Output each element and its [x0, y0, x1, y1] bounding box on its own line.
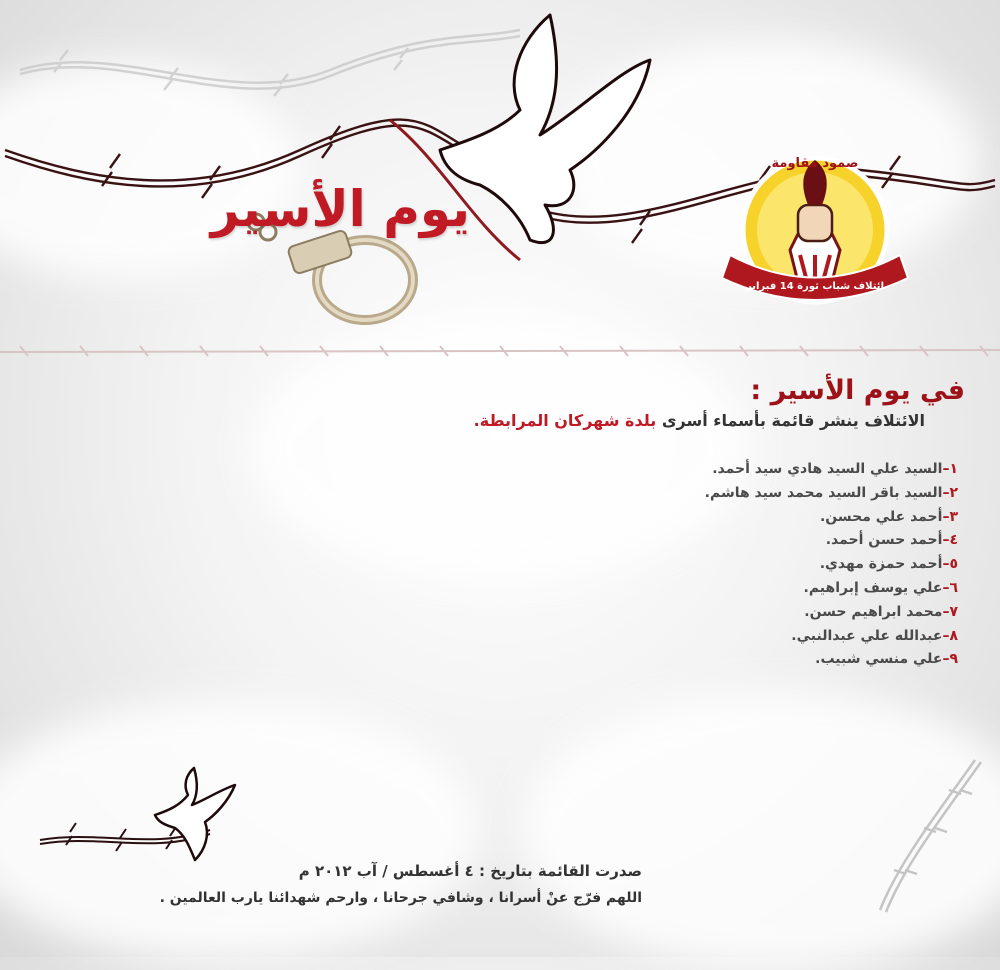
- list-item-number: ٧–: [942, 603, 958, 620]
- barbed-wire-icon: [880, 760, 981, 912]
- list-item: [705, 553, 958, 577]
- list-item-name: عبدالله علي عبدالنبي.: [791, 627, 943, 644]
- list-item: [705, 577, 958, 601]
- list-item: [705, 458, 958, 482]
- list-item: [705, 529, 958, 553]
- list-item: [705, 601, 958, 625]
- list-item-name: أحمد علي محسن.: [819, 508, 943, 525]
- list-item-number: ٩–: [942, 651, 958, 668]
- list-item: [705, 482, 958, 506]
- list-item-number: ٨–: [942, 627, 958, 644]
- list-item-name: علي منسي شبيب.: [815, 651, 943, 668]
- barbed-wire-icon: [0, 346, 1000, 356]
- logo-top-text: صمود مقاومة: [771, 156, 859, 171]
- list-item-number: ٣–: [942, 508, 958, 525]
- list-item-name: السيد علي السيد هادي سيد أحمد.: [712, 461, 943, 477]
- barbed-wire-icon: [20, 30, 520, 96]
- subheading-highlight: بلدة شهركان المرابطة.: [473, 411, 657, 430]
- logo-bottom-text: ائتلاف شباب ثورة 14 فبراير: [746, 281, 884, 292]
- list-item-name: محمد ابراهيم حسن.: [804, 603, 943, 620]
- list-item: [705, 625, 958, 649]
- footer-date: صدرت القائمة بتاريخ : ٤ أغسطس / آب ٢٠١٢ م: [298, 862, 642, 880]
- list-item-number: ٥–: [942, 556, 958, 573]
- list-item-number: ٤–: [942, 532, 958, 549]
- section-subheading: [474, 411, 925, 430]
- footer-prayer: اللهم فرّج عنْ أسرانا ، وشافي جرحانا ، وارحم شهدائنا يارب العالمين .: [159, 890, 642, 906]
- list-item: [705, 648, 958, 672]
- prisoner-list: [705, 458, 958, 672]
- list-item: [705, 506, 958, 530]
- subheading-text: الائتلاف ينشر قائمة بأسماء أسرى: [656, 411, 925, 430]
- list-item-name: أحمد حسن أحمد.: [825, 532, 943, 549]
- list-item-number: ١–: [942, 461, 958, 477]
- list-item-name: أحمد حمزة مهدي.: [819, 556, 943, 573]
- section-heading: في يوم الأسير :: [750, 375, 965, 406]
- list-item-name: السيد باقر السيد محمد سيد هاشم.: [704, 484, 943, 501]
- list-item-name: علي يوسف إبراهيم.: [803, 579, 943, 596]
- list-item-number: ٦–: [942, 579, 958, 596]
- list-item-number: ٢–: [942, 484, 958, 501]
- banner-title: يوم الأسير: [210, 180, 470, 238]
